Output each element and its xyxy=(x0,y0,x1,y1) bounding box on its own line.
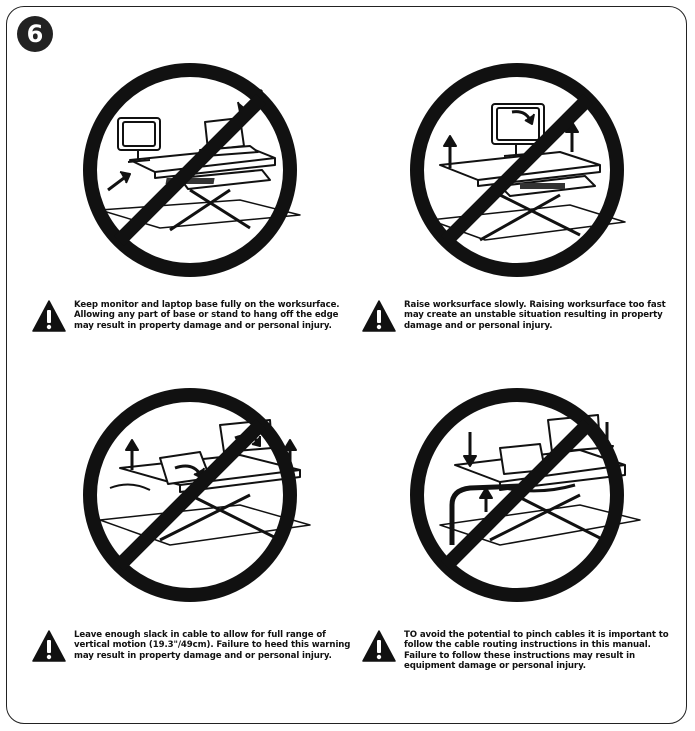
warning-line: damage and or personal injury. xyxy=(404,320,553,331)
warning-text xyxy=(404,630,669,672)
warning-line: may result in property damage and or personal injury. xyxy=(74,320,332,331)
warning-line: may create an unstable situation resulting in property xyxy=(404,310,663,321)
warning-triangle-icon xyxy=(362,300,396,332)
warning-triangle-icon xyxy=(32,630,66,662)
warning-text xyxy=(74,630,350,661)
warning-line: follow the cable routing instructions in this manual. xyxy=(404,640,651,651)
warning-text xyxy=(404,300,666,331)
warning-line: vertical motion (19.3"/49cm). Failure to heed this warning xyxy=(74,640,351,651)
warning-line: Raise worksurface slowly. Raising worksurface too fast xyxy=(404,300,666,310)
warning-line: may result in property damage and or personal injury. xyxy=(74,650,332,661)
warning-pinch-cables xyxy=(362,630,669,672)
warning-line: Allowing any part of base or stand to hang off the edge xyxy=(74,310,339,321)
warning-monitor-laptop xyxy=(32,300,339,332)
warning-line: Keep monitor and laptop base fully on the worksurface. xyxy=(74,300,340,310)
warning-raise-slowly xyxy=(362,300,666,332)
warning-line: Failure to follow these instructions may result in xyxy=(404,650,636,661)
warning-text xyxy=(74,300,339,331)
warning-triangle-icon xyxy=(362,630,396,662)
warning-line: TO avoid the potential to pinch cables it is important to xyxy=(404,630,669,640)
warning-triangle-icon xyxy=(32,300,66,332)
step-number-badge: 6 xyxy=(17,16,53,52)
warning-line: equipment damage or personal injury. xyxy=(404,661,586,672)
warning-line: Leave enough slack in cable to allow for full range of xyxy=(74,630,326,640)
warning-cable-slack xyxy=(32,630,350,662)
